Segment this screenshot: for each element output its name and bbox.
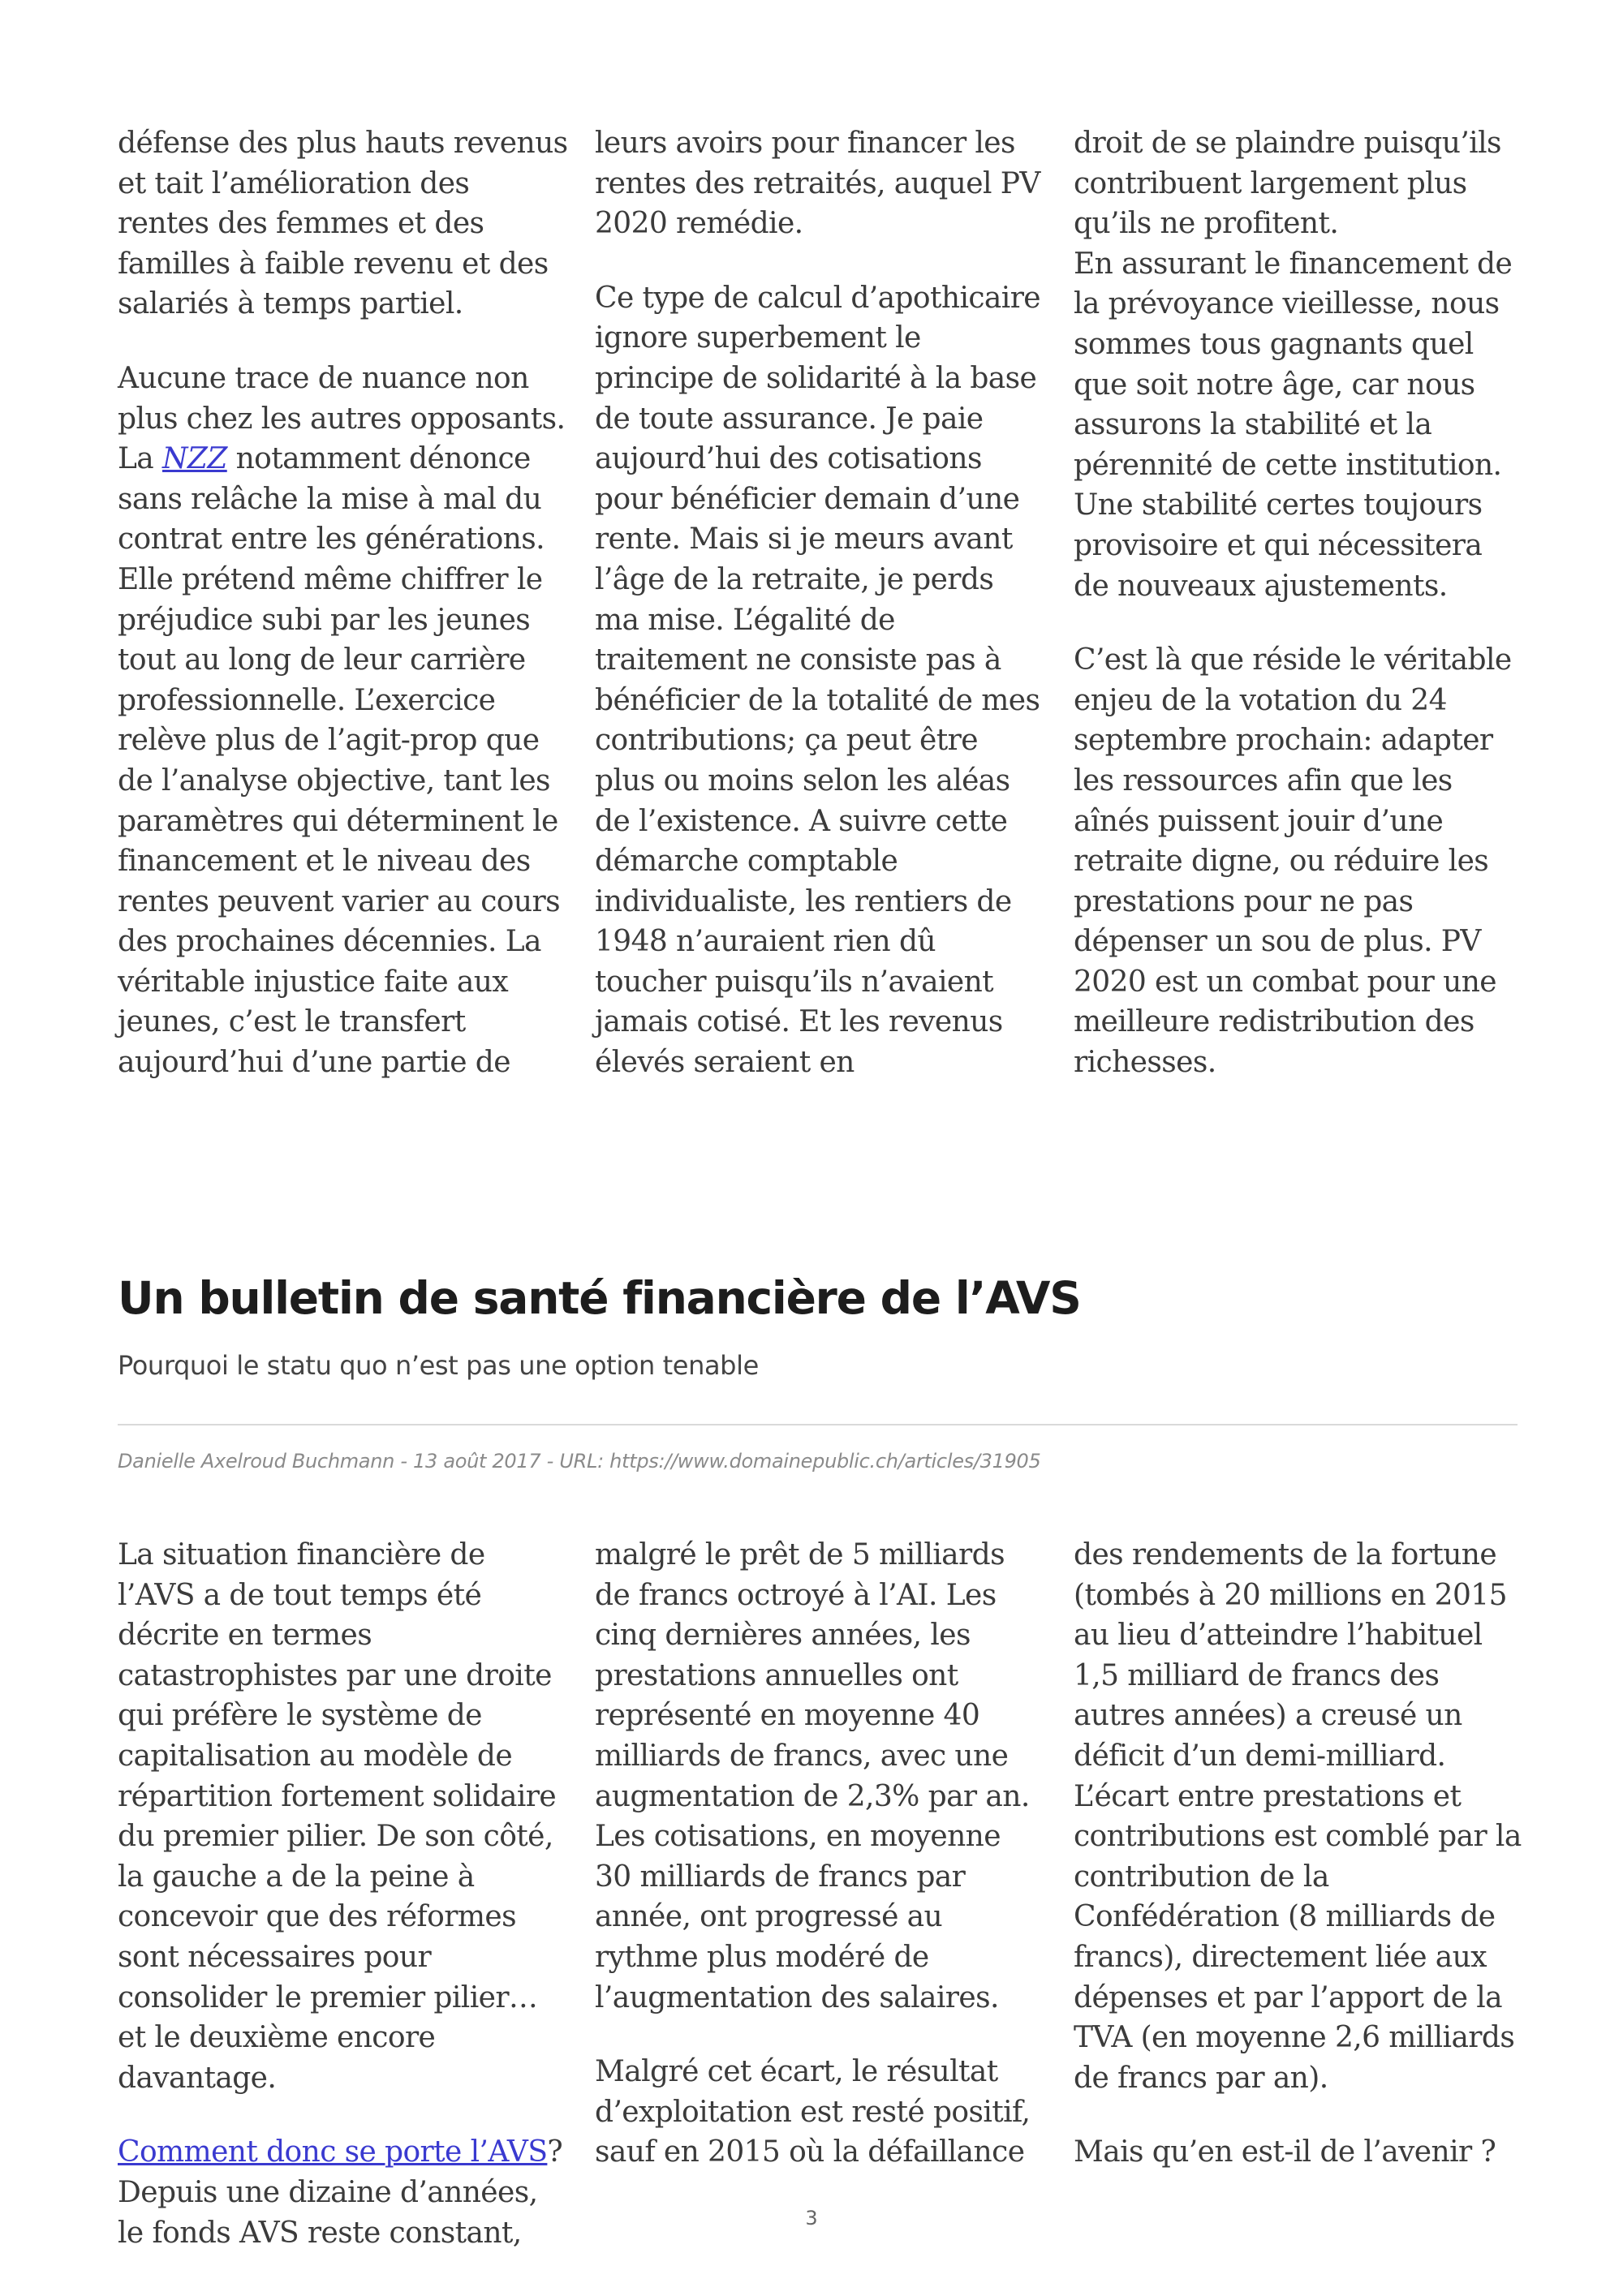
top-article-column-1 — [118, 123, 568, 1083]
paragraph: Mais qu’en est-il de l’avenir ? — [1074, 2135, 1496, 2169]
paragraph: Ce type de calcul d’apothicaire ignore superbement le principe de solidarité à la base de toute assurance. Je paie aujourd’hui des cotisations pour bénéficier demain d’une rente. Mais si je meurs avant l’âge de la retraite, je perds ma mise. L’égalité de traitement ne consiste pas à bénéficier de la totalité de mes contributions; ça peut être plus ou moins selon les aléas de l’existence. A suivre cette démarche comptable individualiste, les rentiers de 1948 n’auraient rien dû toucher puisqu’ils n’avaient jamais cotisé. Et les revenus élevés seraient en — [595, 281, 1041, 1080]
paragraph: des rendements de la fortune (tombés à 20 millions en 2015 au lieu d’atteindre l’habituel 1,5 milliard de francs des autres années) a creusé un déficit d’un demi-milliard. — [1074, 1538, 1507, 1773]
divider — [118, 1424, 1518, 1425]
article-column-1 — [118, 1535, 568, 2253]
paragraph: C’est là que réside le véritable enjeu de la votation du 24 septembre prochain: adapter les ressources afin que les aînés puissent jouir d’une retraite digne, ou réduire les prestations pour ne pas dépenser un sou de plus. PV 2020 est un combat pour une meilleure redistribution des richesses. — [1074, 643, 1512, 1080]
paragraph-text: Aucune trace de nuance non plus chez les autres opposants. La — [118, 361, 566, 476]
article-title: Un bulletin de santé financière de l’AVS — [118, 1272, 1081, 1324]
paragraph — [118, 359, 568, 1083]
paragraph: En assurant le financement de la prévoyance vieillesse, nous sommes tous gagnants quel que soit notre âge, car nous assurons la stabilité et la pérennité de cette institution. Une stabilité certes toujours provisoire et qui nécessitera de nouveaux ajustements. — [1074, 247, 1513, 603]
paragraph: La situation financière de l’AVS a de tout temps été décrite en termes catastrophistes par une droite qui préfère le système de capitalisation au modèle de répartition fortement solidaire du premier pilier. De son côté, la gauche a de la peine à concevoir que des réformes sont nécessaires pour consolider le premier pilier… et le deuxième encore davantage. — [118, 1538, 557, 2095]
page-number: 3 — [805, 2207, 818, 2229]
nzz-link[interactable]: NZZ — [162, 442, 227, 476]
article-column-3 — [1074, 1535, 1524, 2173]
paragraph — [118, 2132, 568, 2253]
article-subtitle: Pourquoi le statu quo n’est pas une option tenable — [118, 1350, 759, 1381]
paragraph: L’écart entre prestations et contributions est comblé par la contribution de la Confédération (8 milliards de francs), directement liée aux dépenses et par l’apport de la TVA (en moyenne 2,6 milliards de francs par an). — [1074, 1779, 1522, 2095]
article-byline: Danielle Axelroud Buchmann - 13 août 2017 - URL: https://www.domainepublic.ch/articles/31905 — [118, 1450, 1041, 1473]
paragraph-text: ? Depuis une dizaine d’années, le fonds AVS reste constant, — [118, 2135, 563, 2250]
paragraph-text: notamment dénonce sans relâche la mise à mal du contrat entre les générations. Elle prétend même chiffrer le préjudice subi par les jeunes tout au long de leur carrière professionnelle. L’exercice relève plus de l’agit-prop que de l’analyse objective, tant les paramètres qui déterminent le financement et le niveau des rentes peuvent varier au cours des prochaines décennies. La véritable injustice faite aux jeunes, c’est le transfert aujourd’hui d’une partie de — [118, 442, 560, 1080]
paragraph: défense des plus hauts revenus et tait l’amélioration des rentes des femmes et des familles à faible revenu et des salariés à temps partiel. — [118, 127, 568, 321]
paragraph: droit de se plaindre puisqu’ils contribuent largement plus qu’ils ne profitent. — [1074, 127, 1501, 241]
top-article-column-2 — [595, 123, 1045, 1083]
top-article-column-3 — [1074, 123, 1524, 1083]
paragraph: malgré le prêt de 5 milliards de francs octroyé à l’AI. Les cinq dernières années, les prestations annuelles ont représenté en moyenne 40 milliards de francs, avec une augmentation de 2,3% par an. Les cotisations, en moyenne 30 milliards de francs par année, ont progressé au rythme plus modéré de l’augmentation des salaires. — [595, 1538, 1030, 2014]
avs-health-link[interactable]: Comment donc se porte l’AVS — [118, 2135, 548, 2169]
article-column-2 — [595, 1535, 1045, 2173]
paragraph: leurs avoirs pour financer les rentes des retraités, auquel PV 2020 remédie. — [595, 127, 1040, 241]
paragraph: Malgré cet écart, le résultat d’exploitation est resté positif, sauf en 2015 où la défaillance — [595, 2055, 1031, 2169]
